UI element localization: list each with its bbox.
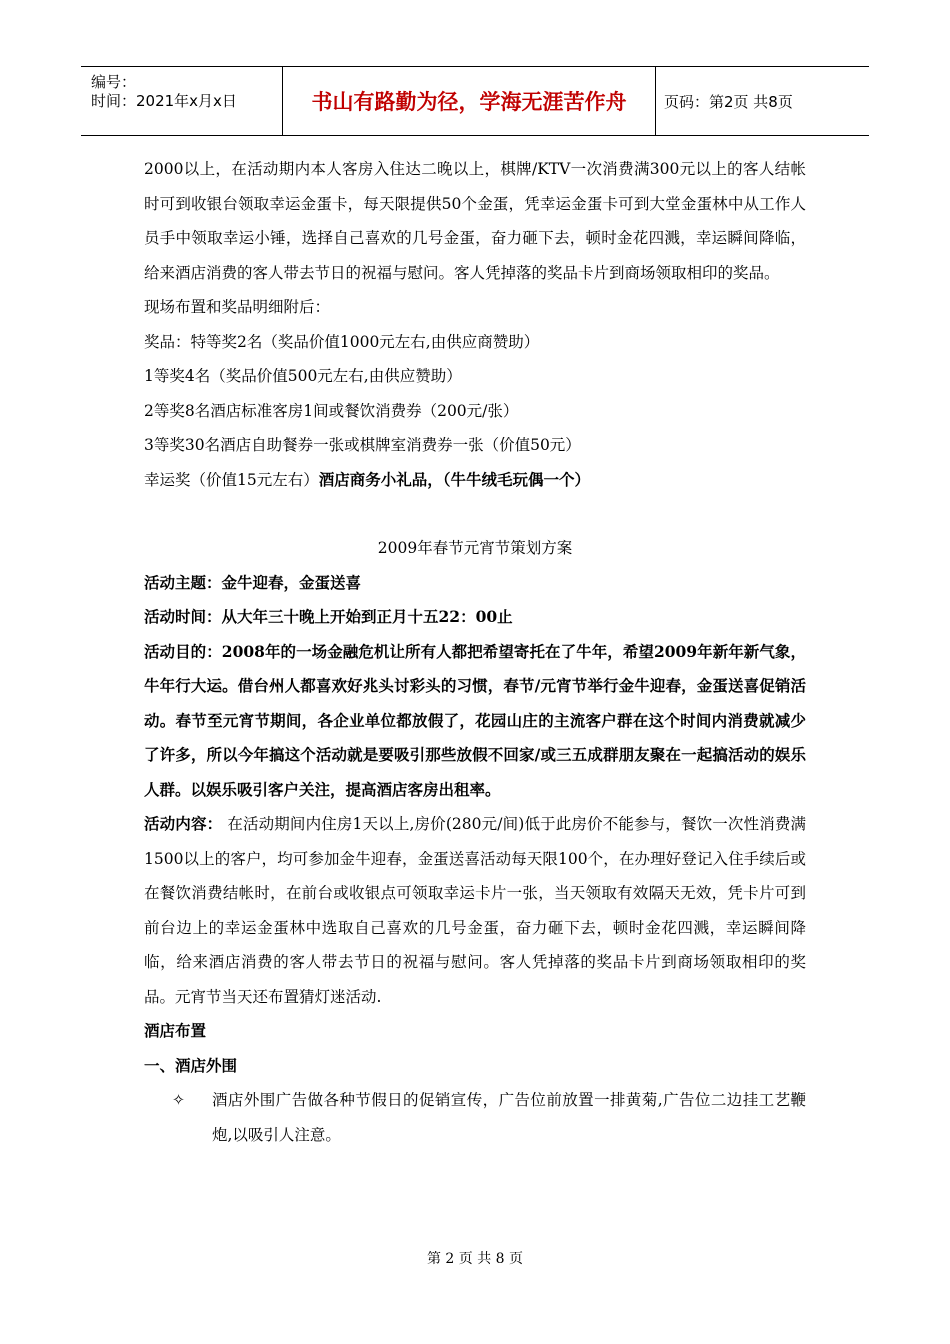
plan-time: 活动时间：从大年三十晚上开始到正月十五22：00止 xyxy=(144,607,513,626)
prize-special: 奖品：特等奖2名（奖品价值1000元左右,由供应商赞助） xyxy=(144,332,540,351)
header-page-label: 页码：第2页 共8页 xyxy=(664,92,793,111)
bullet-item xyxy=(172,1083,806,1152)
header-motto: 书山有路勤为径，学海无涯苦作舟 xyxy=(283,67,656,135)
page-footer: 第 2 页 共 8 页 xyxy=(426,1251,524,1267)
plan-content xyxy=(144,807,806,1014)
paragraph-activity: 2000以上，在活动期内本人客房入住达二晚以上，棋牌/KTV一次消费满300元以上的客人结帐时可到收银台领取幸运金蛋卡，每天限提供50个金蛋，凭幸运金蛋卡可到大堂金蛋林中从工作人员手中领取幸运小锤，选择自己喜欢的几号金蛋，奋力砸下去，顿时金花四溅，幸运瞬间降临，给来酒店消费的客人带去节日的祝福与慰问。客人凭掉落的奖品卡片到商场领取相印的奖品。 xyxy=(144,160,806,282)
number-label: 编号： xyxy=(91,73,137,91)
time-label: 时间：2021年x月x日 xyxy=(91,92,237,110)
layout-note: 现场布置和奖品明细附后： xyxy=(144,298,331,316)
prize-first: 1等奖4名（奖品价值500元左右,由供应赞助） xyxy=(144,367,462,385)
prize-second: 2等奖8名酒店标准客房1间或餐饮消费券（200元/张） xyxy=(144,401,519,420)
prize-lucky-plain: 幸运奖（价值15元左右） xyxy=(144,470,319,489)
diamond-bullet-icon: ✧ xyxy=(172,1091,185,1109)
header-info xyxy=(81,67,283,135)
prize-lucky-bold: 酒店商务小礼品，（牛牛绒毛玩偶一个） xyxy=(318,469,590,489)
prize-third: 3等奖30名酒店自助餐券一张或棋牌室消费券一张（价值50元） xyxy=(144,436,581,454)
exterior-heading: 一、酒店外围 xyxy=(144,1055,238,1075)
plan-content-label: 活动内容： xyxy=(144,814,223,833)
plan-title: 2009年春节元宵节策划方案 xyxy=(377,539,573,557)
prize-lucky xyxy=(144,463,806,498)
layout-heading: 酒店布置 xyxy=(144,1021,207,1040)
plan-content-text: 在活动期间内住房1天以上,房价(280元/间)低于此房价不能参与，餐饮一次性消费满1500以上的客户，均可参加金牛迎春，金蛋送喜活动每天限100个，在办理好登记入住手续后或在餐饮消费结帐时，在前台或收银点可领取幸运卡片一张，当天领取有效隔天无效，凭卡片可到前台边上的幸运金蛋林中选取自己喜欢的几号金蛋，奋力砸下去，顿时金花四溅，幸运瞬间降临，给来酒店消费的客人带去节日的祝福与慰问。客人凭掉落的奖品卡片到商场领取相印的奖品。元宵节当天还布置猜灯迷活动. xyxy=(144,815,806,1006)
document-body xyxy=(144,152,806,1152)
plan-purpose: 活动目的：2008年的一场金融危机让所有人都把希望寄托在了牛年，希望2009年新年新气象，牛年行大运。借台州人都喜欢好兆头讨彩头的习惯，春节/元宵节举行金牛迎春，金蛋送喜促销活动。春节至元宵节期间，各企业单位都放假了，花园山庄的主流客户群在这个时间内消费就减少了许多，所以今年搞这个活动就是要吸引那些放假不回家/或三五成群朋友聚在一起搞活动的娱乐人群。以娱乐吸引客户关注，提高酒店客房出租率。 xyxy=(144,641,806,799)
page-header xyxy=(81,66,869,136)
bullet-text: 酒店外围广告做各种节假日的促销宣传，广告位前放置一排黄菊,广告位二边挂工艺鞭炮,以吸引人注意。 xyxy=(212,1091,806,1144)
plan-theme: 活动主题：金牛迎春，金蛋送喜 xyxy=(144,572,362,592)
